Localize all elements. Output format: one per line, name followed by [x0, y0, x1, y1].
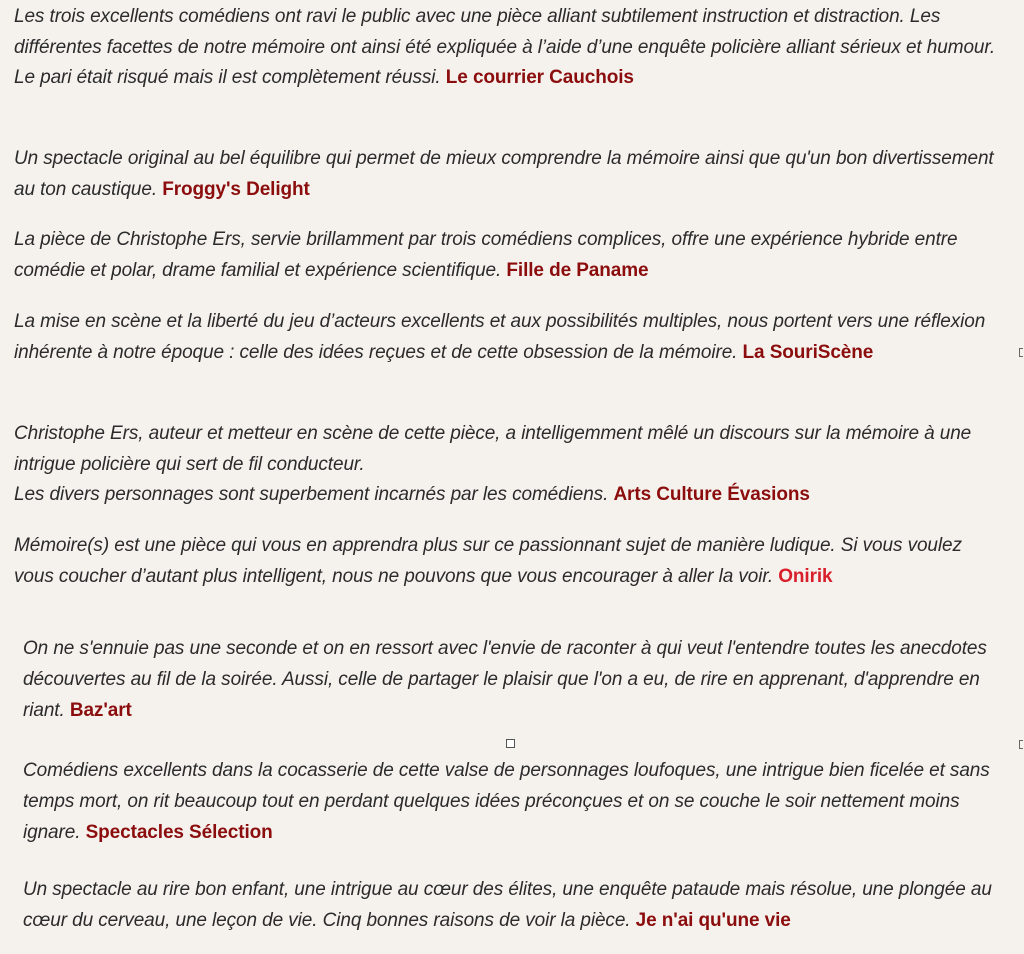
- review-source-link[interactable]: Arts Culture Évasions: [613, 484, 810, 505]
- review-source-link[interactable]: Je n'ai qu'une vie: [635, 910, 791, 931]
- review-quote: [23, 755, 1003, 848]
- review-quote: [14, 531, 1004, 592]
- review-source-link[interactable]: Froggy's Delight: [162, 178, 310, 200]
- review-quote: [14, 419, 1004, 511]
- review-text: Mémoire(s) est une pièce qui vous en apprendra plus sur ce passionnant sujet de manière ludique. Si vous voulez vous coucher d’autant plus intelligent, nous ne pouvons que vous encourager à aller la voir.: [14, 535, 962, 587]
- review-quote: [23, 633, 1003, 726]
- selection-handle[interactable]: [506, 739, 515, 748]
- review-text: Un spectacle au rire bon enfant, une intrigue au cœur des élites, une enquête pataude mais résolue, une plongée au cœur du cerveau, une leçon de vie. Cinq bonnes raisons de voir la pièce.: [23, 879, 992, 931]
- review-quote: [23, 874, 1003, 936]
- review-text: Comédiens excellents dans la cocasserie de cette valse de personnages loufoques, une intrigue bien ficelée et sans temps mort, on rit beaucoup tout en perdant quelques idées préconçues et on se couche le soir nettement moins ignare.: [23, 760, 990, 843]
- review-text: Les trois excellents comédiens ont ravi le public avec une pièce alliant subtilement instruction et distraction. Les différentes facettes de notre mémoire ont ainsi été expliquée à l’aide d’une enquête policière alliant sérieux et humour. Le pari était risqué mais il est complètement réussi.: [14, 6, 996, 88]
- review-source-link[interactable]: Spectacles Sélection: [85, 822, 273, 843]
- review-quote: [14, 307, 1004, 368]
- review-text: Un spectacle original au bel équilibre qui permet de mieux comprendre la mémoire ainsi que qu'un bon divertissement au ton caustique.: [14, 148, 994, 200]
- resize-handle-right[interactable]: [1019, 348, 1023, 357]
- review-text: La mise en scène et la liberté du jeu d’acteurs excellents et aux possibilités multiples, nous portent vers une réflexion inhérente à notre époque : celle des idées reçues et de cette obsession de la mémoire.: [14, 311, 986, 363]
- review-source-link[interactable]: Le courrier Cauchois: [445, 67, 634, 88]
- review-source-link[interactable]: Baz'art: [69, 700, 132, 721]
- review-source-link[interactable]: Onirik: [778, 565, 833, 587]
- review-quote: [14, 144, 1004, 205]
- review-quote: [14, 225, 1004, 286]
- review-text: Christophe Ers, auteur et metteur en scène de cette pièce, a intelligemment mêlé un discours sur la mémoire à une intrigue policière qui sert de fil conducteur.: [14, 423, 972, 475]
- review-text: On ne s'ennuie pas une seconde et on en ressort avec l'envie de raconter à qui veut l'entendre toutes les anecdotes découvertes au fil de la soirée. Aussi, celle de partager le plaisir que l'on a eu, de rire en apprenant, d'apprendre en riant.: [23, 638, 987, 721]
- review-source-link[interactable]: La SouriScène: [742, 341, 874, 363]
- review-text: La pièce de Christophe Ers, servie brillamment par trois comédiens complices, offre une expérience hybride entre comédie et polar, drame familial et expérience scientifique.: [14, 229, 958, 281]
- review-quote: [14, 2, 1004, 94]
- review-text: Les divers personnages sont superbement incarnés par les comédiens.: [14, 484, 609, 505]
- resize-handle-right[interactable]: [1019, 740, 1023, 749]
- review-source-link[interactable]: Fille de Paname: [506, 259, 649, 281]
